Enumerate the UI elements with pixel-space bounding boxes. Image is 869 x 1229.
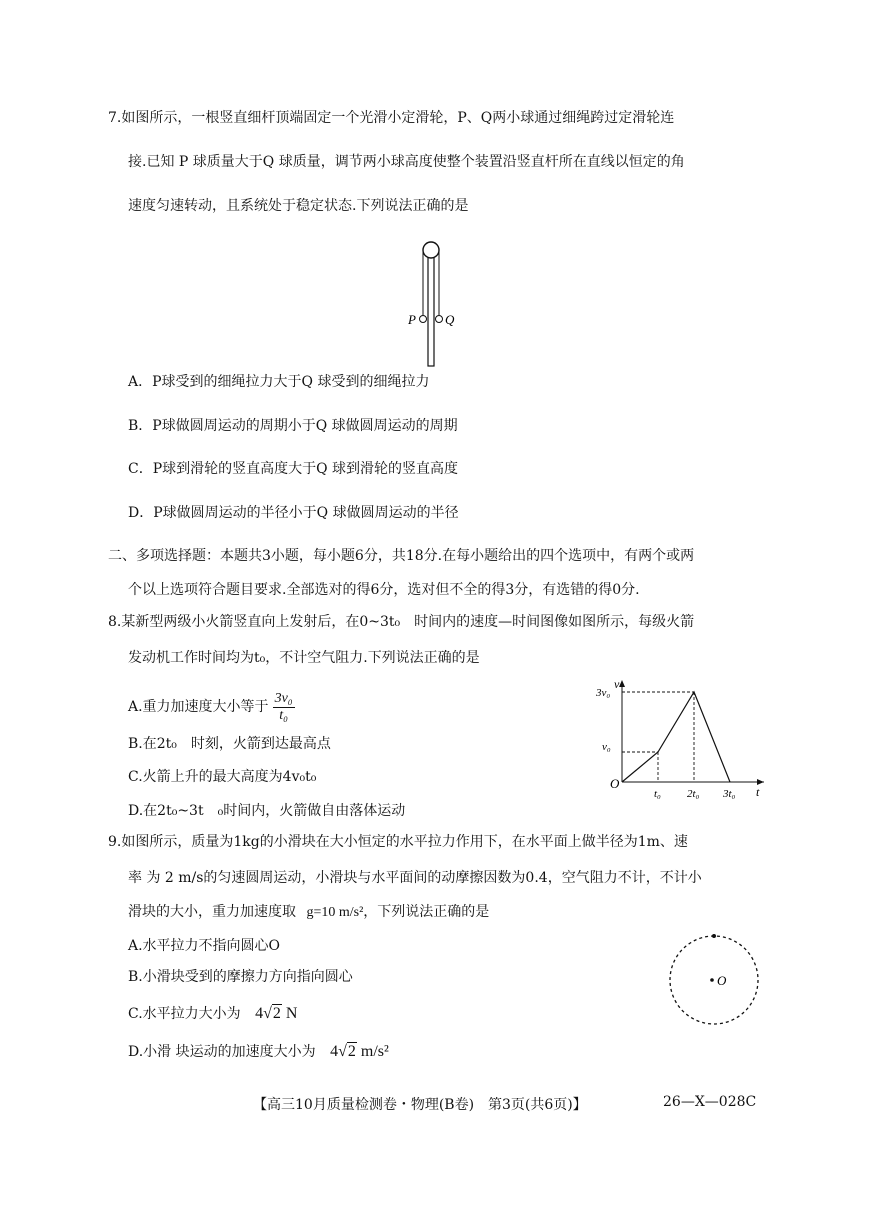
y-tick-v0: v₀ bbox=[602, 741, 611, 753]
vertical-rod bbox=[428, 256, 434, 366]
footer-title: 【高三10月质量检测卷・物理(B卷) 第3页(共6页)】 bbox=[253, 1097, 587, 1113]
ball-p bbox=[420, 316, 427, 323]
q7-stem-line1: 7.如图所示，一根竖直细杆顶端固定一个光滑小定滑轮，P、Q两小球通过细绳跨过定滑轮连 bbox=[108, 110, 675, 126]
q9-stem-line3 bbox=[128, 902, 489, 923]
unit: m/s² bbox=[360, 1043, 389, 1060]
q8-stem-line1: 8.某新型两级小火箭竖直向上发射后，在0~3t₀ 时间内的速度—时间图像如图所示，每级火箭 bbox=[108, 614, 695, 630]
fraction-numerator: 3v₀ bbox=[274, 690, 293, 706]
origin-label: O bbox=[610, 776, 620, 791]
q8-option-a bbox=[128, 690, 295, 724]
chart-marks bbox=[622, 692, 730, 782]
q9-option-a: A.水平拉力不指向圆心O bbox=[128, 938, 281, 954]
center-label: O bbox=[717, 973, 727, 988]
q7-stem-line2: 接.已知 P 球质量大于Q 球质量，调节两小球高度使整个装置沿竖直杆所在直线以恒定的角 bbox=[128, 154, 685, 170]
q8-velocity-time-chart bbox=[590, 676, 770, 804]
q9-stem-line1: 9.如图所示，质量为1kg的小滑块在大小恒定的水平拉力作用下，在水平面上做半径为1m、速 bbox=[108, 834, 688, 850]
q8-option-c: C.火箭上升的最大高度为4v₀t₀ bbox=[128, 769, 317, 785]
label-q: Q bbox=[445, 312, 455, 327]
fraction-denominator: t₀ bbox=[279, 707, 288, 723]
q8-stem-line2: 发动机工作时间均为t₀，不计空气阻力.下列说法正确的是 bbox=[128, 650, 480, 666]
x-tick-2t0: 2t₀ bbox=[687, 788, 700, 800]
radicand: 2 bbox=[272, 1005, 281, 1022]
y-tick-3v0: 3v₀ bbox=[596, 687, 611, 699]
q8-option-b: B.在2t₀ 时刻，火箭到达最高点 bbox=[128, 736, 331, 752]
y-axis-label: v bbox=[614, 677, 620, 691]
q9-option-d-value: 4√2 m/s² bbox=[330, 1043, 389, 1060]
label-p: P bbox=[408, 312, 416, 327]
q9-circle-figure bbox=[664, 930, 764, 1030]
circular-path bbox=[670, 936, 758, 1024]
radicand: 2 bbox=[347, 1043, 356, 1060]
q9-stem-line3-text-b: ，下列说法正确的是 bbox=[363, 904, 490, 920]
q7-pulley-rod-figure bbox=[400, 236, 470, 370]
q9-option-c-value: 4√2 N bbox=[255, 1005, 298, 1022]
q9-option-c bbox=[128, 1004, 297, 1024]
q9-option-d bbox=[128, 1042, 389, 1062]
q9-stem-line3-text-a: 滑块的大小，重力加速度取 bbox=[128, 904, 296, 920]
x-tick-t0: t₀ bbox=[654, 788, 661, 800]
x-axis-label: t bbox=[756, 785, 760, 799]
section2-heading-line1: 二、多项选择题：本题共3小题，每小题6分，共18分.在每小题给出的四个选项中，有两个或两 bbox=[108, 548, 695, 564]
q7-stem-line3: 速度匀速转动，且系统处于稳定状态.下列说法正确的是 bbox=[128, 198, 469, 214]
q9-option-c-text: C.水平拉力大小为 bbox=[128, 1006, 241, 1022]
y-axis-arrow bbox=[619, 680, 625, 687]
q7-option-a: A．P球受到的细绳拉力大于Q 球受到的细绳拉力 bbox=[128, 374, 430, 390]
coefficient: 4 bbox=[330, 1043, 339, 1060]
ball-q bbox=[436, 316, 443, 323]
unit: N bbox=[285, 1005, 298, 1022]
q9-stem-line2: 率 为 2 m/s的匀速圆周运动，小滑块与水平面间的动摩擦因数为0.4，空气阻力不计，不计小 bbox=[128, 870, 702, 886]
q7-option-c: C．P球到滑轮的竖直高度大于Q 球到滑轮的竖直高度 bbox=[128, 461, 459, 477]
velocity-series-line bbox=[622, 692, 730, 782]
center-point bbox=[710, 978, 714, 982]
pulley-icon bbox=[423, 242, 439, 258]
section2-heading-line2: 个以上选项符合题目要求.全部选对的得6分，选对但不全的得3分，有选错的得0分. bbox=[128, 582, 640, 598]
footer-code: 26—X—028C bbox=[663, 1094, 757, 1110]
slider-block bbox=[712, 934, 716, 938]
q7-option-b: B．P球做圆周运动的周期小于Q 球做圆周运动的周期 bbox=[128, 418, 458, 434]
coefficient: 4 bbox=[255, 1005, 264, 1022]
q9-option-b: B.小滑块受到的摩擦力方向指向圆心 bbox=[128, 969, 353, 985]
q9-gravity-value: g=10 m/s² bbox=[306, 905, 364, 920]
q9-option-d-text: D.小滑 块运动的加速度大小为 bbox=[128, 1044, 316, 1060]
q7-option-d: D．P球做圆周运动的半径小于Q 球做圆周运动的半径 bbox=[128, 505, 459, 521]
q8-option-d: D.在2t₀~3t ₀时间内，火箭做自由落体运动 bbox=[128, 803, 406, 819]
x-tick-3t0: 3t₀ bbox=[723, 788, 736, 800]
q8-option-a-text: A.重力加速度大小等于 bbox=[128, 699, 269, 715]
q8-option-a-fraction bbox=[273, 691, 295, 724]
